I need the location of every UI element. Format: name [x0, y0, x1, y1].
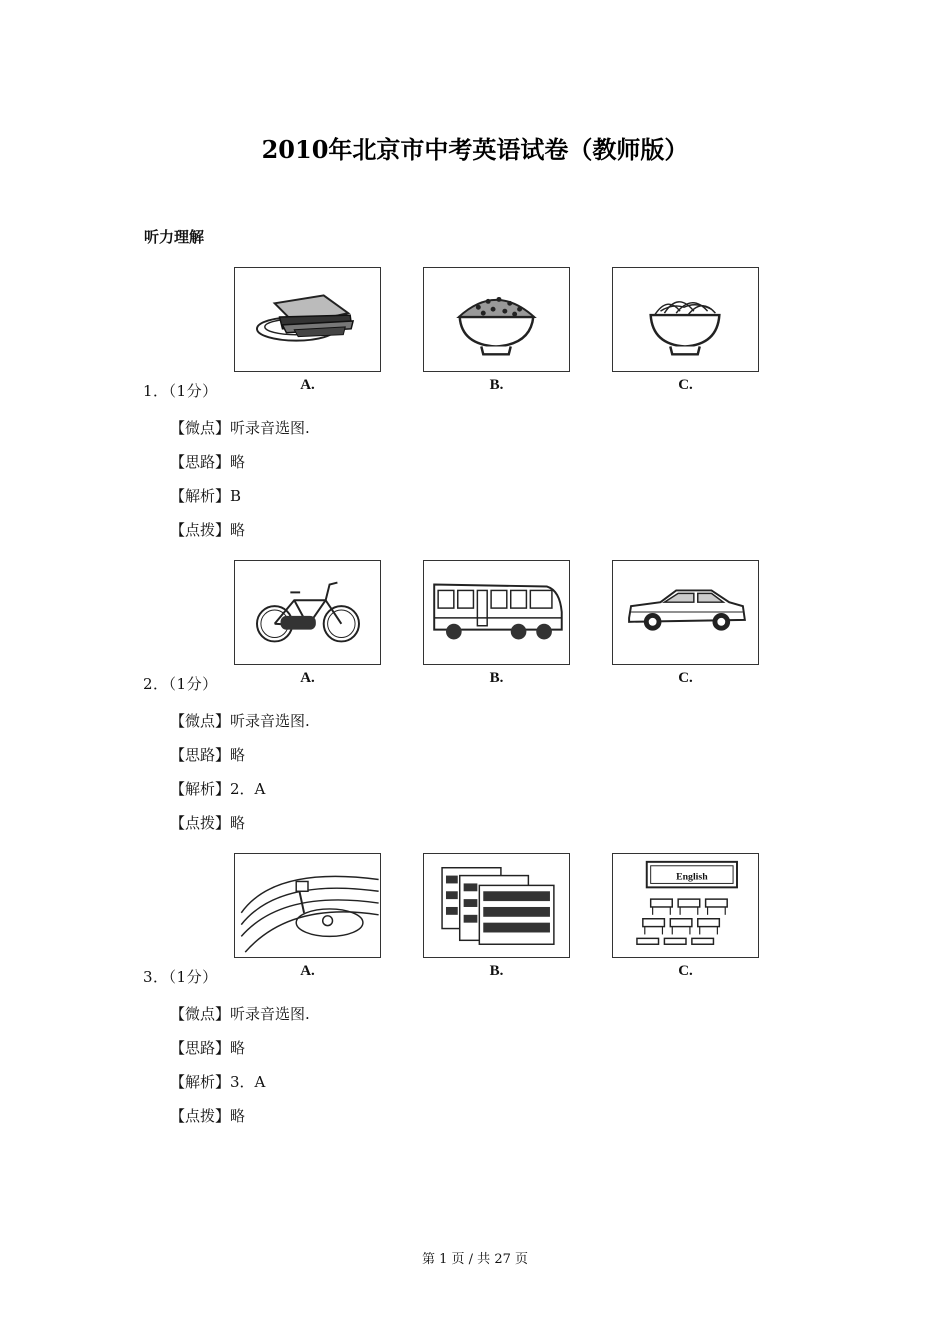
- option-label-b: B.: [489, 670, 504, 686]
- question-3: [0, 853, 950, 1133]
- option-image-b: [423, 560, 570, 665]
- option-label-a: A.: [300, 670, 315, 686]
- answer-idea: 【思路】略: [170, 453, 246, 471]
- option-image-a: [234, 560, 381, 665]
- option-image-a: [234, 267, 381, 372]
- question-number: 2．（1分）: [143, 675, 218, 693]
- question-1: [0, 267, 950, 547]
- answer-point: 【微点】听录音选图.: [170, 419, 310, 437]
- option-label-a: A.: [300, 963, 315, 979]
- answer-point: 【微点】听录音选图.: [170, 712, 310, 730]
- bookshelves-icon: [424, 854, 569, 957]
- answer-tip: 【点拨】略: [170, 1107, 246, 1125]
- sandwich-icon: [235, 268, 380, 371]
- classroom-icon: [613, 854, 758, 957]
- option-image-c: [612, 560, 759, 665]
- blackboard-text: English: [676, 871, 708, 883]
- answer-analysis: 【解析】3．A: [170, 1073, 266, 1091]
- option-label-b: B.: [489, 963, 504, 979]
- answer-point: 【微点】听录音选图.: [170, 1005, 310, 1023]
- answer-tip: 【点拨】略: [170, 814, 246, 832]
- bicycle-icon: [235, 561, 380, 664]
- car-icon: [613, 561, 758, 664]
- option-label-c: C.: [678, 963, 693, 979]
- rice-bowl-icon: [424, 268, 569, 371]
- bus-icon: [424, 561, 569, 664]
- option-image-a: [234, 853, 381, 958]
- option-label-a: A.: [300, 377, 315, 393]
- answer-idea: 【思路】略: [170, 1039, 246, 1057]
- option-label-c: C.: [678, 377, 693, 393]
- question-number: 1．（1分）: [143, 382, 218, 400]
- option-image-b: [423, 853, 570, 958]
- option-image-b: [423, 267, 570, 372]
- option-image-c: [612, 853, 759, 958]
- option-label-c: C.: [678, 670, 693, 686]
- answer-tip: 【点拨】略: [170, 521, 246, 539]
- page-footer: 第 1 页 / 共 27 页: [422, 1252, 528, 1267]
- sports-field-icon: [235, 854, 380, 957]
- answer-idea: 【思路】略: [170, 746, 246, 764]
- option-label-b: B.: [489, 377, 504, 393]
- question-number: 3．（1分）: [143, 968, 218, 986]
- section-title: 听力理解: [144, 228, 205, 246]
- question-2: [0, 560, 950, 840]
- page-title: 2010年北京市中考英语试卷（教师版）: [261, 135, 689, 164]
- noodle-bowl-icon: [613, 268, 758, 371]
- option-image-c: [612, 267, 759, 372]
- answer-analysis: 【解析】B: [170, 487, 242, 505]
- answer-analysis: 【解析】2．A: [170, 780, 266, 798]
